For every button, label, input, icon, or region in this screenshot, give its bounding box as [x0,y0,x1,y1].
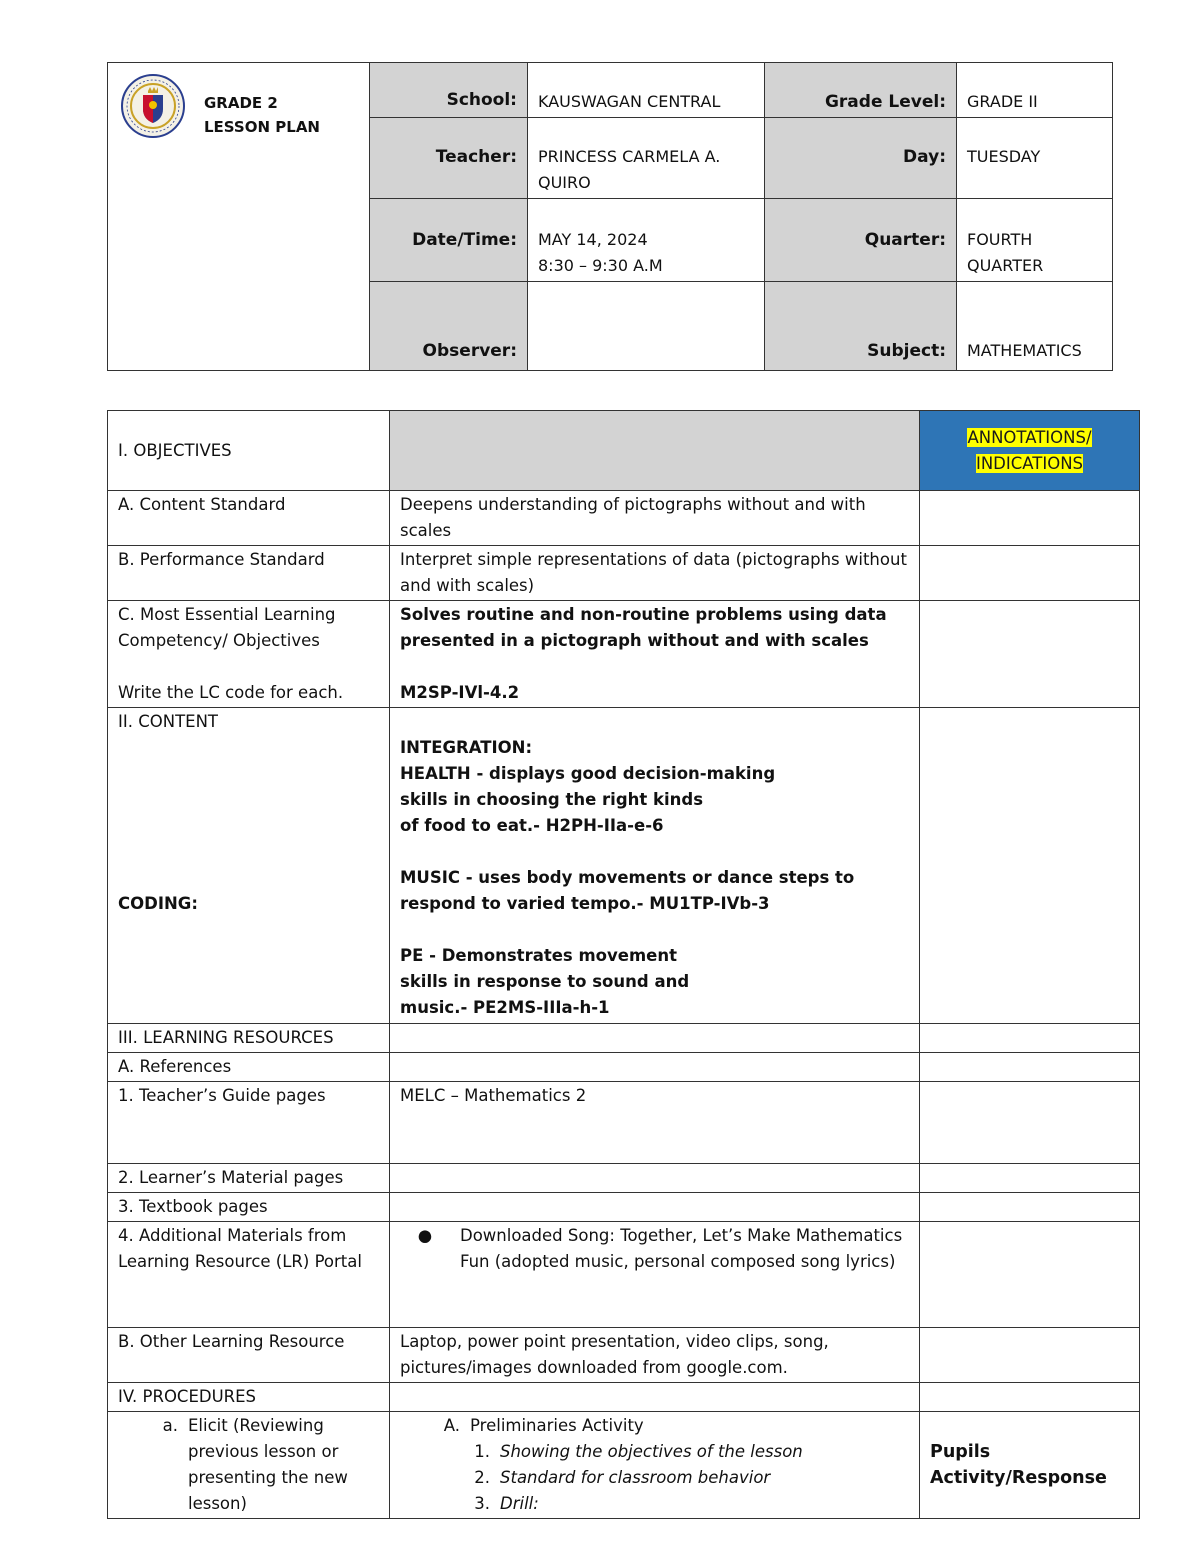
grade-level-value: GRADE II [967,92,1038,111]
elicit-letter: a. [162,1416,178,1435]
teacher-value: PRINCESS CARMELA A. QUIRO [538,147,721,192]
resources-title: LEARNING RESOURCES [143,1028,334,1047]
textbook-label: 3. Textbook pages [108,1193,390,1222]
objectives-num: I. [118,440,129,460]
quarter-label: Quarter: [864,230,946,250]
additional-materials-label: 4. Additional Materials from Learning Resource (LR) Portal [108,1222,390,1328]
subject-value: MATHEMATICS [967,341,1082,360]
pupils-response-label: Pupils Activity/Response [930,1442,1107,1488]
subject-label: Subject: [867,341,946,361]
table-row [108,491,1140,546]
observer-label: Observer: [422,341,517,361]
deped-seal-icon [120,73,186,139]
melc-label: C. Most Essential Learning Competency/ Objectives [118,605,336,650]
coding-label: CODING: [118,894,198,913]
integration-title: INTEGRATION: [400,738,533,757]
lesson-plan-table [107,410,1140,1519]
table-row [108,601,1140,708]
day-value: TUESDAY [967,147,1041,166]
school-value: KAUSWAGAN CENTRAL [538,92,721,111]
procedures-num: IV. [118,1387,138,1406]
header-table [107,62,1113,371]
performance-standard-label: B. Performance Standard [108,546,390,601]
list-item [390,1223,909,1275]
table-row [108,1082,1140,1164]
lc-code: M2SP-IVl-4.2 [400,683,520,702]
annotations-header: ANNOTATIONS/ INDICATIONS [920,411,1140,491]
list-item: 3. Drill: [474,1494,539,1513]
additional-materials-value: Downloaded Song: Together, Let’s Make Mathematics Fun (adopted music, personal composed song lyrics) [460,1226,903,1271]
objectives-title: OBJECTIVES [133,440,232,460]
prelim-letter: A. [443,1416,460,1435]
table-row [108,1164,1140,1193]
bullet-icon: ● [417,1226,433,1245]
table-row [108,1024,1140,1053]
other-resource-value: Laptop, power point presentation, video clips, song, pictures/images downloaded from google.com. [390,1328,920,1383]
resources-num: III. [118,1028,138,1047]
content-title: CONTENT [138,712,219,731]
teacher-label: Teacher: [435,147,517,167]
content-standard-value: Deepens understanding of pictographs without and with scales [390,491,920,546]
lesson-plan-title: GRADE 2 LESSON PLAN [204,94,320,136]
music-integration: MUSIC - uses body movements or dance steps to respond to varied tempo.- MU1TP-IVb-3 [400,868,855,913]
table-row [108,1053,1140,1082]
grade-level-label: Grade Level: [824,92,946,112]
content-standard-label: A. Content Standard [108,491,390,546]
table-row [108,546,1140,601]
day-label: Day: [903,147,946,167]
content-row [108,708,1140,1024]
table-row [108,1222,1140,1328]
melc-value: Solves routine and non-routine problems using data presented in a pictograph without and with scales [400,605,887,650]
teachers-guide-label: 1. Teacher’s Guide pages [108,1082,390,1164]
health-integration: HEALTH - displays good decision-making skills in choosing the right kinds of food to eat.- H2PH-IIa-e-6 [400,764,776,835]
table-row [108,1412,1140,1519]
procedures-title: PROCEDURES [142,1387,257,1406]
school-label: School: [446,90,517,110]
learners-material-label: 2. Learner’s Material pages [108,1164,390,1193]
objectives-header-row [108,411,1140,491]
logo-cell [108,63,370,371]
table-row [108,1328,1140,1383]
table-row [108,1383,1140,1412]
pe-integration: PE - Demonstrates movement skills in response to sound and music.- PE2MS-IIIa-h-1 [400,946,690,1017]
content-num: II. [118,712,133,731]
datetime-value: MAY 14, 2024 8:30 – 9:30 A.M [538,230,663,275]
elicit-label: Elicit (Reviewing previous lesson or presenting the new lesson) [188,1416,348,1513]
teachers-guide-value: MELC – Mathematics 2 [390,1082,920,1164]
table-row [108,1193,1140,1222]
melc-note: Write the LC code for each. [118,683,344,702]
prelim-label: Preliminaries Activity [470,1416,644,1435]
list-item: 2. Standard for classroom behavior [474,1468,771,1487]
performance-standard-value: Interpret simple representations of data (pictographs without and with scales) [390,546,920,601]
other-resource-label: B. Other Learning Resource [108,1328,390,1383]
references-label: A. References [108,1053,390,1082]
datetime-label: Date/Time: [412,230,517,250]
quarter-value: FOURTH QUARTER [967,230,1044,275]
list-item: 1. Showing the objectives of the lesson [474,1442,803,1461]
